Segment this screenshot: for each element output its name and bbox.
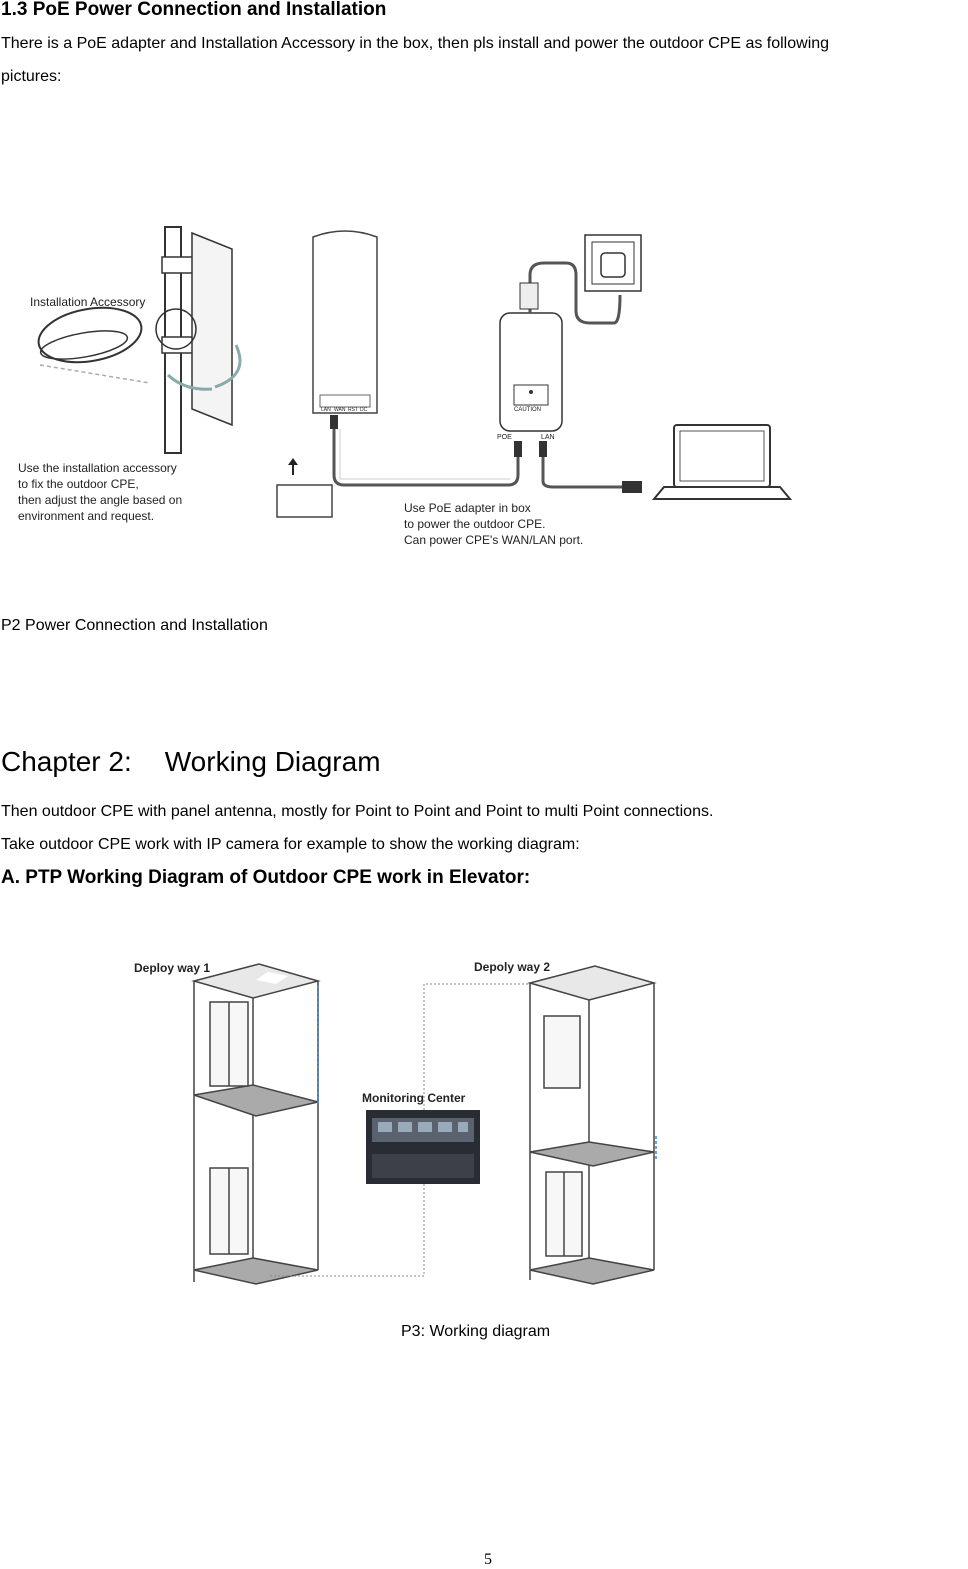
center-label: Monitoring Center [362,1091,466,1105]
deploy1-label: Deploy way 1 [134,961,211,975]
chapter-title: Working Diagram [164,746,381,777]
cpe-port-lan: LAN [321,407,331,413]
intro-line: There is a PoE adapter and Installation Accessory in the box, then pls install and power the outdoor CPE as following [1,35,830,52]
cpe-port-rst: RST [348,407,358,413]
port-cover [277,485,332,517]
page-number: 5 [484,1551,492,1568]
intro-line: pictures: [1,68,62,85]
chapter-heading [1,746,381,778]
intro-paragraph [1,27,967,93]
section-heading: 1.3 PoE Power Connection and Installation [1,0,387,20]
poe-adapter [500,313,562,431]
cpe-port-dc: DC [360,407,368,413]
body-line: Take outdoor CPE work with IP camera for example to show the working diagram: [1,836,580,853]
left-note-line: to fix the outdoor CPE, [18,477,139,491]
left-note-line: then adjust the angle based on [18,493,183,507]
right-note-line: Use PoE adapter in box [404,501,531,515]
accessory-label: Installation Accessory [30,295,146,309]
adapter-poe-label: POE [497,434,512,441]
outdoor-cpe [313,231,377,413]
body-line: Then outdoor CPE with panel antenna, mostly for Point to Point and Point to multi Point connections. [1,803,714,820]
cpe-port-wan: WAN [334,407,346,413]
working-diagram-figure [128,940,668,1292]
figure-caption: P3: Working diagram [401,1323,551,1340]
power-connection-figure [0,195,832,587]
subheading: A. PTP Working Diagram of Outdoor CPE work in Elevator: [1,867,531,888]
adapter-caution: CAUTION [514,407,541,413]
figure-caption: P2 Power Connection and Installation [1,617,268,634]
deploy2-label: Depoly way 2 [474,960,551,974]
panel-antenna [192,233,232,425]
right-note-line: to power the outdoor CPE. [404,517,546,531]
left-note-line: Use the installation accessory [18,461,177,475]
right-note-line: Can power CPE's WAN/LAN port. [404,533,584,547]
left-note-line: environment and request. [18,509,155,523]
adapter-lan-label: LAN [541,434,555,441]
chapter-number: Chapter 2: [1,746,132,777]
